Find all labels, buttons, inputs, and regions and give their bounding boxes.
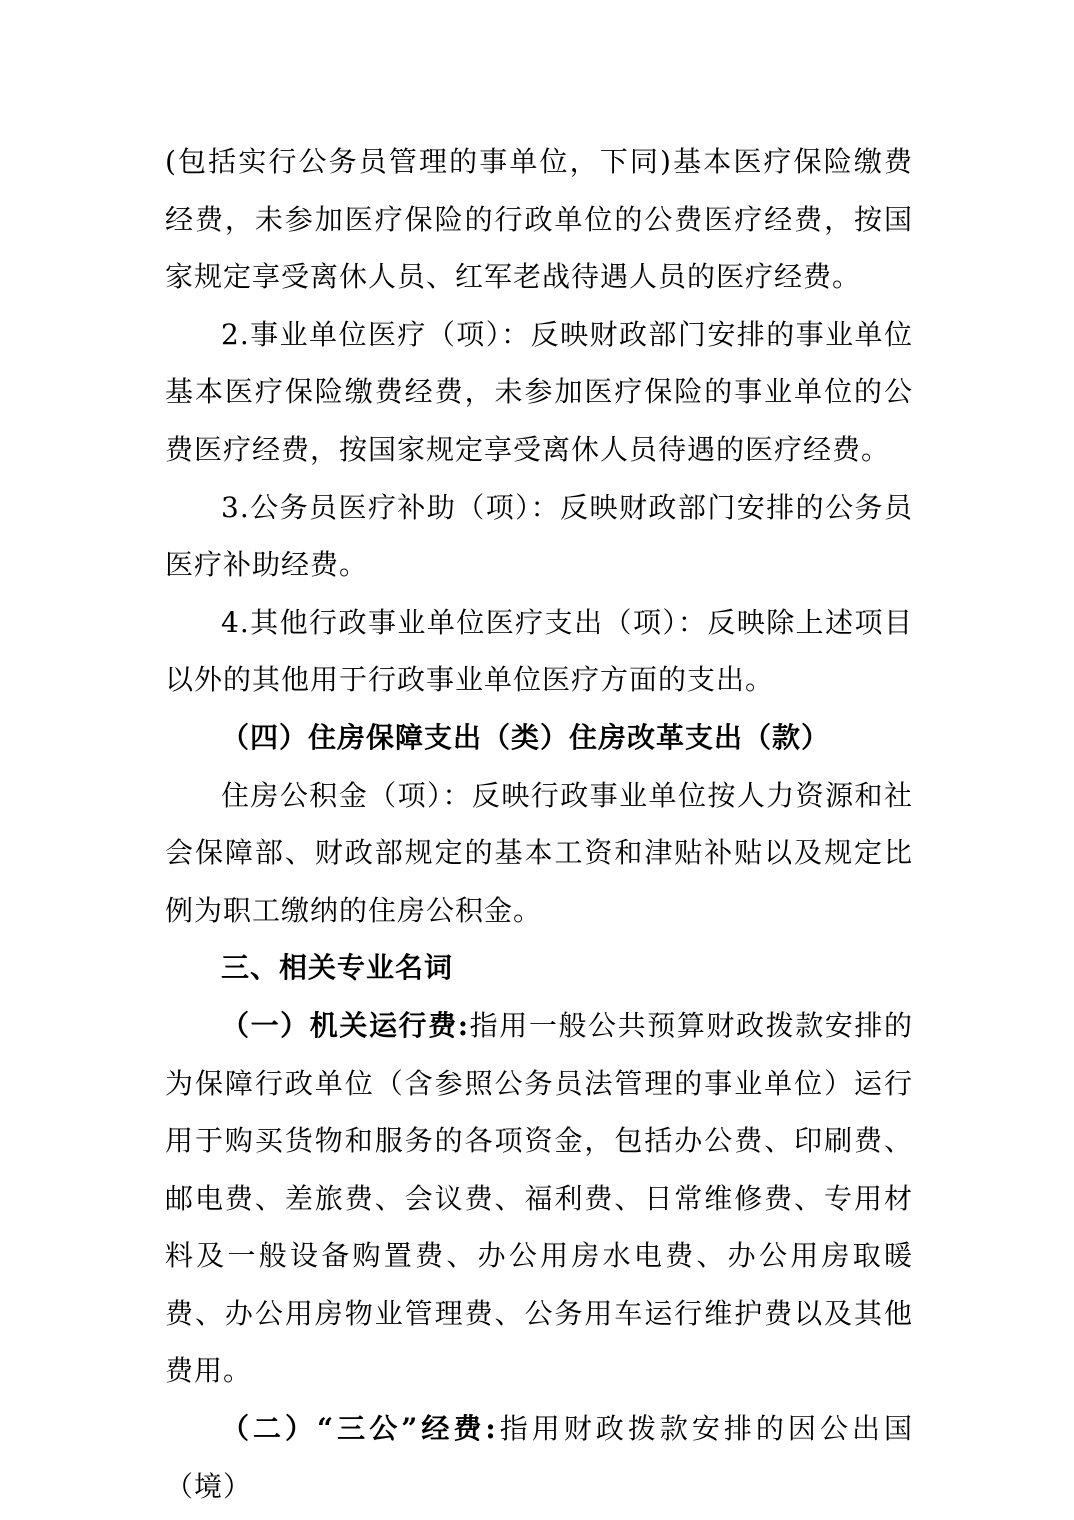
section-heading-terms: 三、相关专业名词: [221, 951, 454, 985]
term-label: （二）“三公”经费:: [221, 1412, 497, 1446]
term-definition: 指用财政拨款安排的因公出国（境）: [165, 1412, 913, 1503]
paragraph-housing-fund: 住房公积金（项）：反映行政事业单位按人力资源和社会保障部、财政部规定的基本工资和津贴补贴以及规定比例为职工缴纳的住房公积金。: [165, 778, 913, 927]
section-heading-housing: （四）住房保障支出（类）住房改革支出（款）: [221, 720, 831, 754]
term-definition: 指用一般公共预算财政拨款安排的为保障行政单位（含参照公务员法管理的事业单位）运行用于购买货物和服务的各项资金，包括办公费、印刷费、邮电费、差旅费、会议费、福利费、日常维修费、专用材料及一般设备购置费、办公用房水电费、办公用房取暖费、办公用房物业管理费、公务用车运行维护费以及其他费用。: [165, 1008, 913, 1388]
paragraph-item-3: 3.公务员医疗补助（项）：反映财政部门安排的公务员医疗补助经费。: [165, 490, 913, 582]
paragraph-term-three-public: [165, 1400, 913, 1515]
paragraph-item-2: 2.事业单位医疗（项）：反映财政部门安排的事业单位基本医疗保险缴费经费，未参加医疗保险的事业单位的公费医疗经费，按国家规定享受离休人员待遇的医疗经费。: [165, 317, 913, 466]
document-body: [165, 133, 913, 1515]
term-label: （一）机关运行费:: [221, 1008, 470, 1042]
paragraph-continuation: (包括实行公务员管理的事单位，下同)基本医疗保险缴费经费，未参加医疗保险的行政单位的公费医疗经费，按国家规定享受离休人员、红军老战待遇人员的医疗经费。: [165, 145, 913, 294]
paragraph-term-operating-cost: [165, 997, 913, 1400]
paragraph-item-4: 4.其他行政事业单位医疗支出（项）：反映除上述项目以外的其他用于行政事业单位医疗方面的支出。: [165, 605, 913, 697]
